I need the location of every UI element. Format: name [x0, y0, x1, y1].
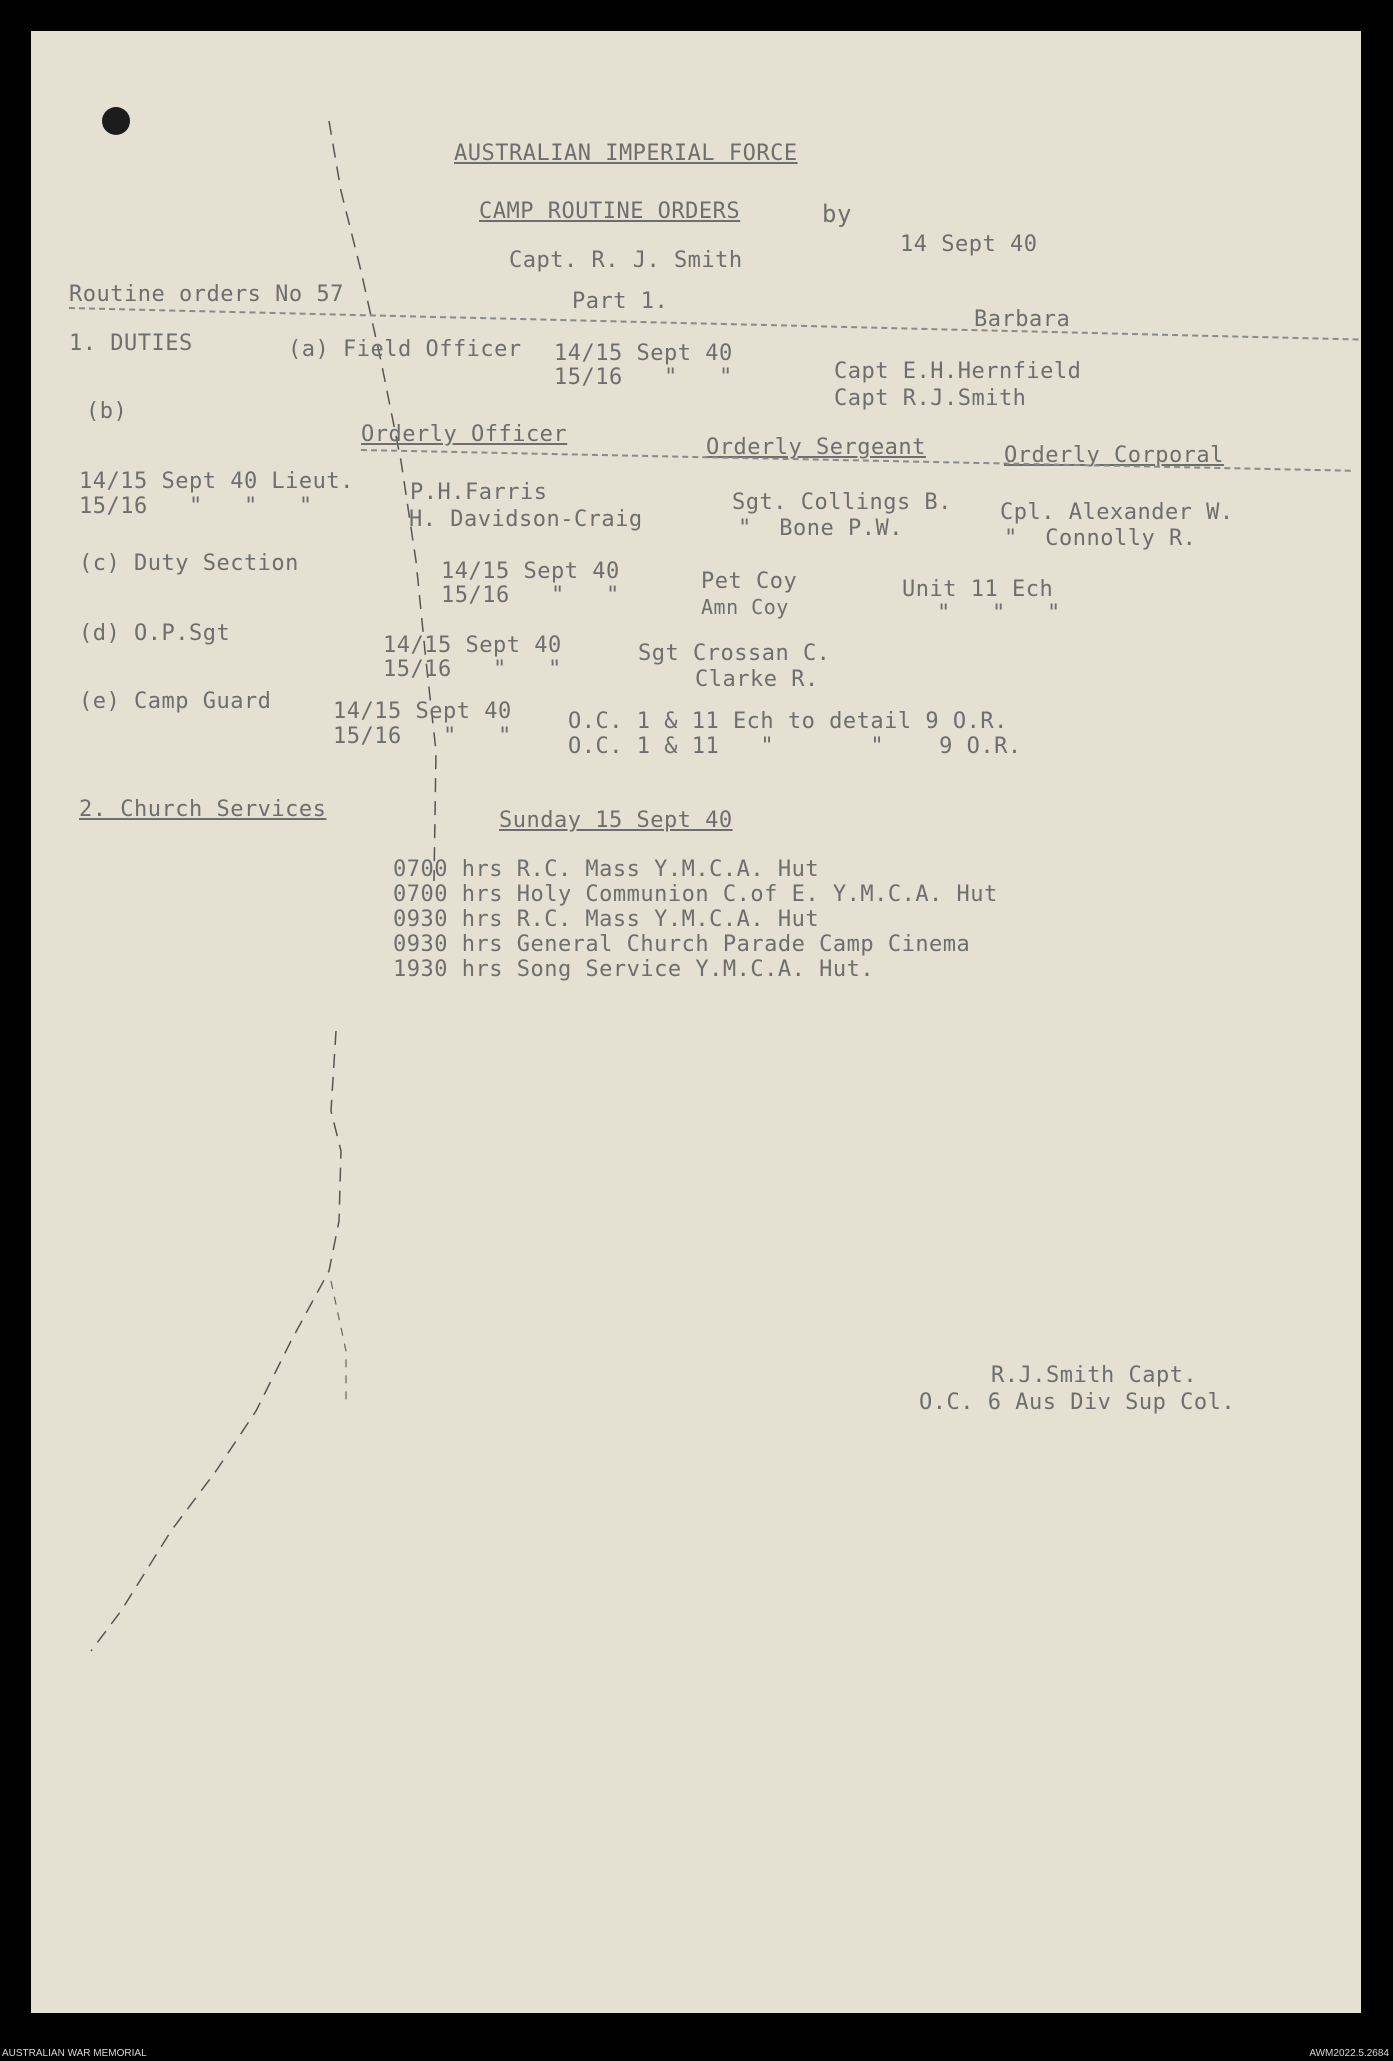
duties-label: 1. DUTIES	[69, 331, 193, 356]
orders-number: Routine orders No 57	[69, 282, 344, 307]
orderly-officer: P.H.Farris	[410, 480, 548, 505]
op-sgt-name: Sgt Crossan C.	[638, 641, 831, 666]
orderly-officer: H. Davidson-Craig	[409, 507, 643, 532]
field-officer-name: Capt E.H.Hernfield	[834, 359, 1082, 384]
field-officer-date: 15/16 " "	[554, 365, 733, 390]
document-author: Capt. R. J. Smith	[509, 248, 743, 273]
op-sgt-label: (d) O.P.Sgt	[79, 621, 231, 646]
church-service-item: 0930 hrs General Church Parade Camp Cinema	[393, 932, 971, 957]
church-services-date: Sunday 15 Sept 40	[499, 808, 733, 833]
field-officer-date: 14/15 Sept 40	[554, 341, 733, 366]
camp-guard-detail: O.C. 1 & 11 " " 9 O.R.	[568, 734, 1022, 759]
orderly-corporal-header: Orderly Corporal	[1004, 443, 1224, 468]
document-page	[31, 31, 1361, 2013]
duty-section-unit: Amn Coy	[701, 595, 789, 619]
document-subtitle: CAMP ROUTINE ORDERS	[479, 199, 741, 224]
orderly-date: 15/16 " " "	[79, 494, 313, 519]
signature-name: R.J.Smith Capt.	[991, 1363, 1198, 1388]
footer-archive-name: AUSTRALIAN WAR MEMORIAL	[2, 2048, 147, 2059]
orderly-date: 14/15 Sept 40 Lieut.	[79, 469, 354, 494]
document-date: 14 Sept 40	[900, 232, 1038, 257]
orderly-corporal: Cpl. Alexander W.	[1000, 500, 1234, 525]
church-service-item: 0700 hrs Holy Communion C.of E. Y.M.C.A. Hut	[393, 882, 998, 907]
orderly-officer-header: Orderly Officer	[361, 422, 568, 447]
orderly-sergeant: Sgt. Collings B.	[732, 490, 952, 515]
duty-section-ech: Unit 11 Ech	[902, 577, 1054, 602]
church-service-item: 0930 hrs R.C. Mass Y.M.C.A. Hut	[393, 907, 820, 932]
orderly-sergeant-header: Orderly Sergeant	[706, 435, 926, 460]
pencil-marks	[31, 31, 1361, 2013]
by-label: by	[822, 200, 852, 228]
church-service-item: 0700 hrs R.C. Mass Y.M.C.A. Hut	[393, 857, 820, 882]
church-services-label: 2. Church Services	[79, 797, 327, 822]
orderly-corporal: " Connolly R.	[1004, 526, 1197, 551]
camp-guard-date: 15/16 " "	[333, 724, 512, 749]
duty-section-date: 15/16 " "	[441, 583, 620, 608]
op-sgt-date: 15/16 " "	[383, 657, 562, 682]
footer-accession-number: AWM2022.5.2684	[1309, 2048, 1389, 2059]
duty-section-date: 14/15 Sept 40	[441, 559, 620, 584]
church-service-item: 1930 hrs Song Service Y.M.C.A. Hut.	[393, 957, 875, 982]
part-label: Part 1.	[572, 289, 669, 314]
camp-guard-date: 14/15 Sept 40	[333, 699, 512, 724]
place-label: Barbara	[974, 307, 1071, 332]
punch-hole	[102, 107, 130, 135]
duty-section-label: (c) Duty Section	[79, 551, 299, 576]
orderly-sergeant: " Bone P.W.	[738, 516, 903, 541]
duty-section-unit: Pet Coy	[701, 569, 798, 594]
field-officer-label: (a) Field Officer	[288, 337, 522, 362]
op-sgt-name: Clarke R.	[695, 667, 819, 692]
duties-b-label: (b)	[86, 399, 128, 424]
document-title: AUSTRALIAN IMPERIAL FORCE	[454, 141, 798, 166]
camp-guard-detail: O.C. 1 & 11 Ech to detail 9 O.R.	[568, 709, 1008, 734]
duty-section-ech: " " "	[937, 601, 1061, 626]
signature-title: O.C. 6 Aus Div Sup Col.	[919, 1390, 1236, 1415]
op-sgt-date: 14/15 Sept 40	[383, 633, 562, 658]
camp-guard-label: (e) Camp Guard	[79, 689, 272, 714]
field-officer-name: Capt R.J.Smith	[834, 386, 1027, 411]
